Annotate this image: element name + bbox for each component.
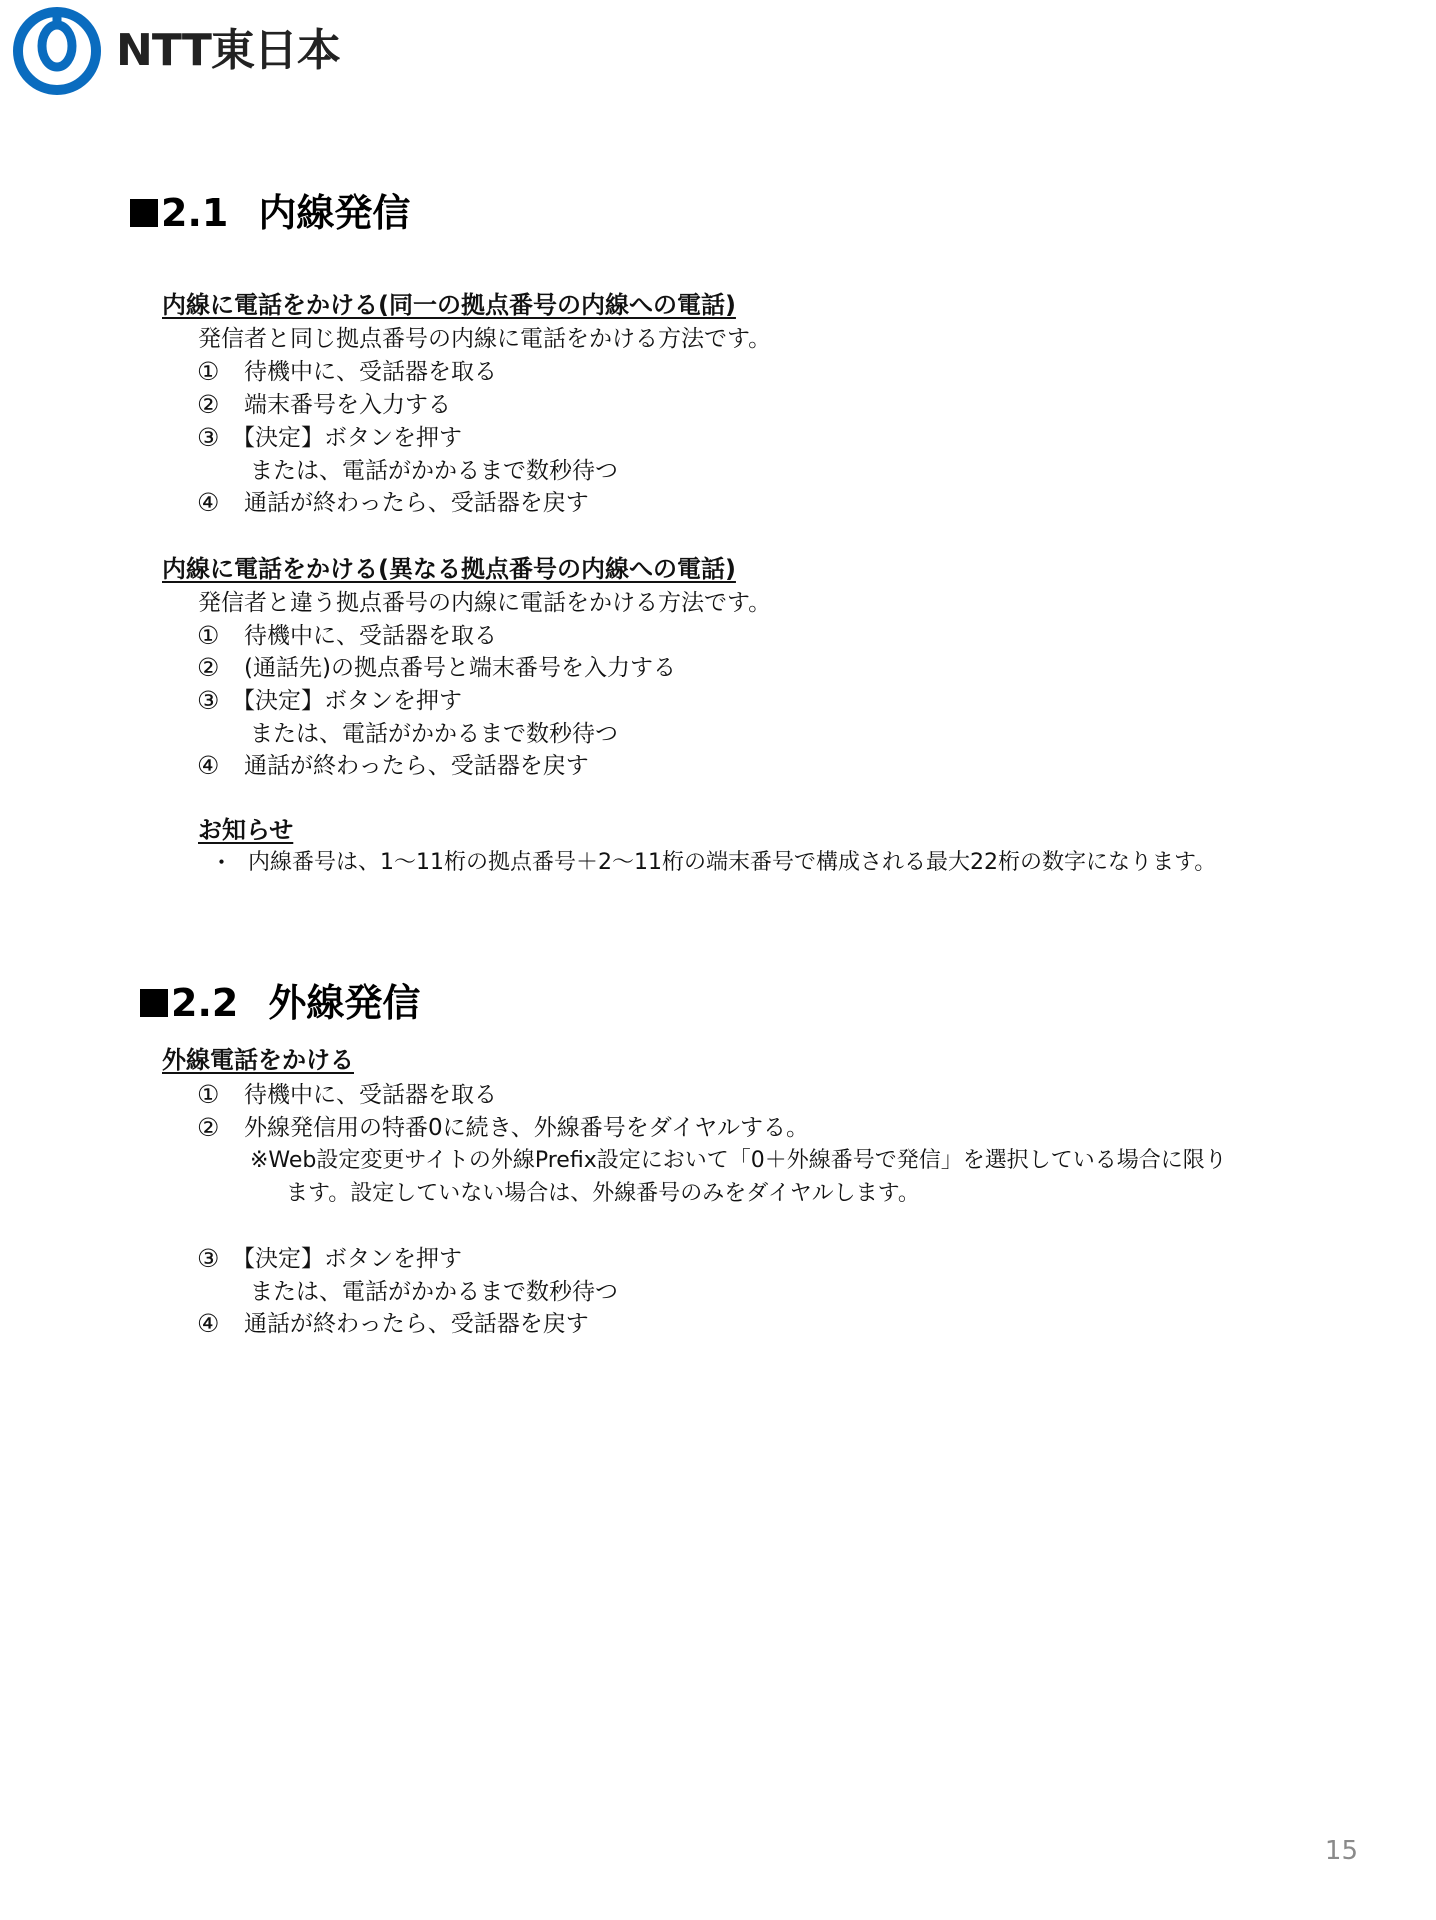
notice-text: 内線番号は、1〜11桁の拠点番号＋2〜11桁の端末番号で構成される最大22桁の数字になります。 (248, 850, 1217, 875)
outside-step1-marker: ① (197, 1080, 220, 1109)
outside-step3-continuation: または、電話がかかるまで数秒待つ (250, 1279, 618, 1305)
block1-step3-continuation: または、電話がかかるまで数秒待つ (250, 458, 618, 484)
block1-heading: 内線に電話をかける(同一の拠点番号の内線への電話) (162, 291, 736, 319)
block1-step4-text: 通話が終わったら、受話器を戻す (244, 490, 589, 516)
outside-call-heading: 外線電話をかける (162, 1046, 354, 1074)
block2-step1-text: 待機中に、受話器を取る (244, 623, 497, 649)
ntt-east-brand-text: NTT東日本 (116, 25, 340, 76)
section-number: 2.2 (171, 981, 239, 1025)
section-title: 外線発信 (268, 981, 421, 1025)
block1-step1-text: 待機中に、受話器を取る (244, 359, 497, 385)
outside-step2-text: 外線発信用の特番0に続き、外線番号をダイヤルする。 (244, 1115, 810, 1141)
section-number: 2.1 (161, 191, 229, 235)
section-2-1-heading (130, 191, 411, 235)
page-number: 15 (1324, 1836, 1358, 1866)
block2-heading: 内線に電話をかける(異なる拠点番号の内線への電話) (162, 555, 736, 583)
block1-step4-marker: ④ (197, 488, 220, 517)
block2-step3-continuation: または、電話がかかるまで数秒待つ (250, 721, 618, 747)
outside-step3-marker: ③ (197, 1244, 220, 1273)
block1-step3-text: 【決定】ボタンを押す (232, 425, 462, 451)
block2-step4-text: 通話が終わったら、受話器を戻す (244, 753, 589, 779)
outside-step4-text: 通話が終わったら、受話器を戻す (244, 1311, 589, 1337)
outside-step2-marker: ② (197, 1113, 220, 1142)
notice-bullet: ・ (210, 850, 233, 876)
block2-step3-marker: ③ (197, 686, 220, 715)
section-square-icon (130, 199, 158, 227)
ntt-east-logo (12, 6, 340, 96)
ntt-logo-mark-icon (12, 6, 102, 96)
block1-step2-text: 端末番号を入力する (244, 392, 451, 418)
section-square-icon (140, 989, 168, 1017)
block2-step3-text: 【決定】ボタンを押す (232, 688, 462, 714)
block1-intro: 発信者と同じ拠点番号の内線に電話をかける方法です。 (198, 326, 772, 352)
section-2-2-heading (140, 981, 421, 1025)
outside-step3-text: 【決定】ボタンを押す (232, 1246, 462, 1272)
block2-step2-marker: ② (197, 653, 220, 682)
block2-step2-text: (通話先)の拠点番号と端末番号を入力する (244, 655, 676, 681)
outside-step4-marker: ④ (197, 1309, 220, 1338)
section-title: 内線発信 (258, 191, 411, 235)
outside-step1-text: 待機中に、受話器を取る (244, 1082, 497, 1108)
block1-step1-marker: ① (197, 357, 220, 386)
notice-heading: お知らせ (198, 816, 294, 844)
block2-step1-marker: ① (197, 621, 220, 650)
block1-step2-marker: ② (197, 390, 220, 419)
block2-step4-marker: ④ (197, 751, 220, 780)
block2-intro: 発信者と違う拠点番号の内線に電話をかける方法です。 (198, 590, 772, 616)
outside-note-line2: ます。設定していない場合は、外線番号のみをダイヤルします。 (286, 1181, 920, 1206)
block1-step3-marker: ③ (197, 423, 220, 452)
outside-note-line1: ※Web設定変更サイトの外線Prefix設定において「0＋外線番号で発信」を選択している場合に限り (250, 1148, 1227, 1173)
